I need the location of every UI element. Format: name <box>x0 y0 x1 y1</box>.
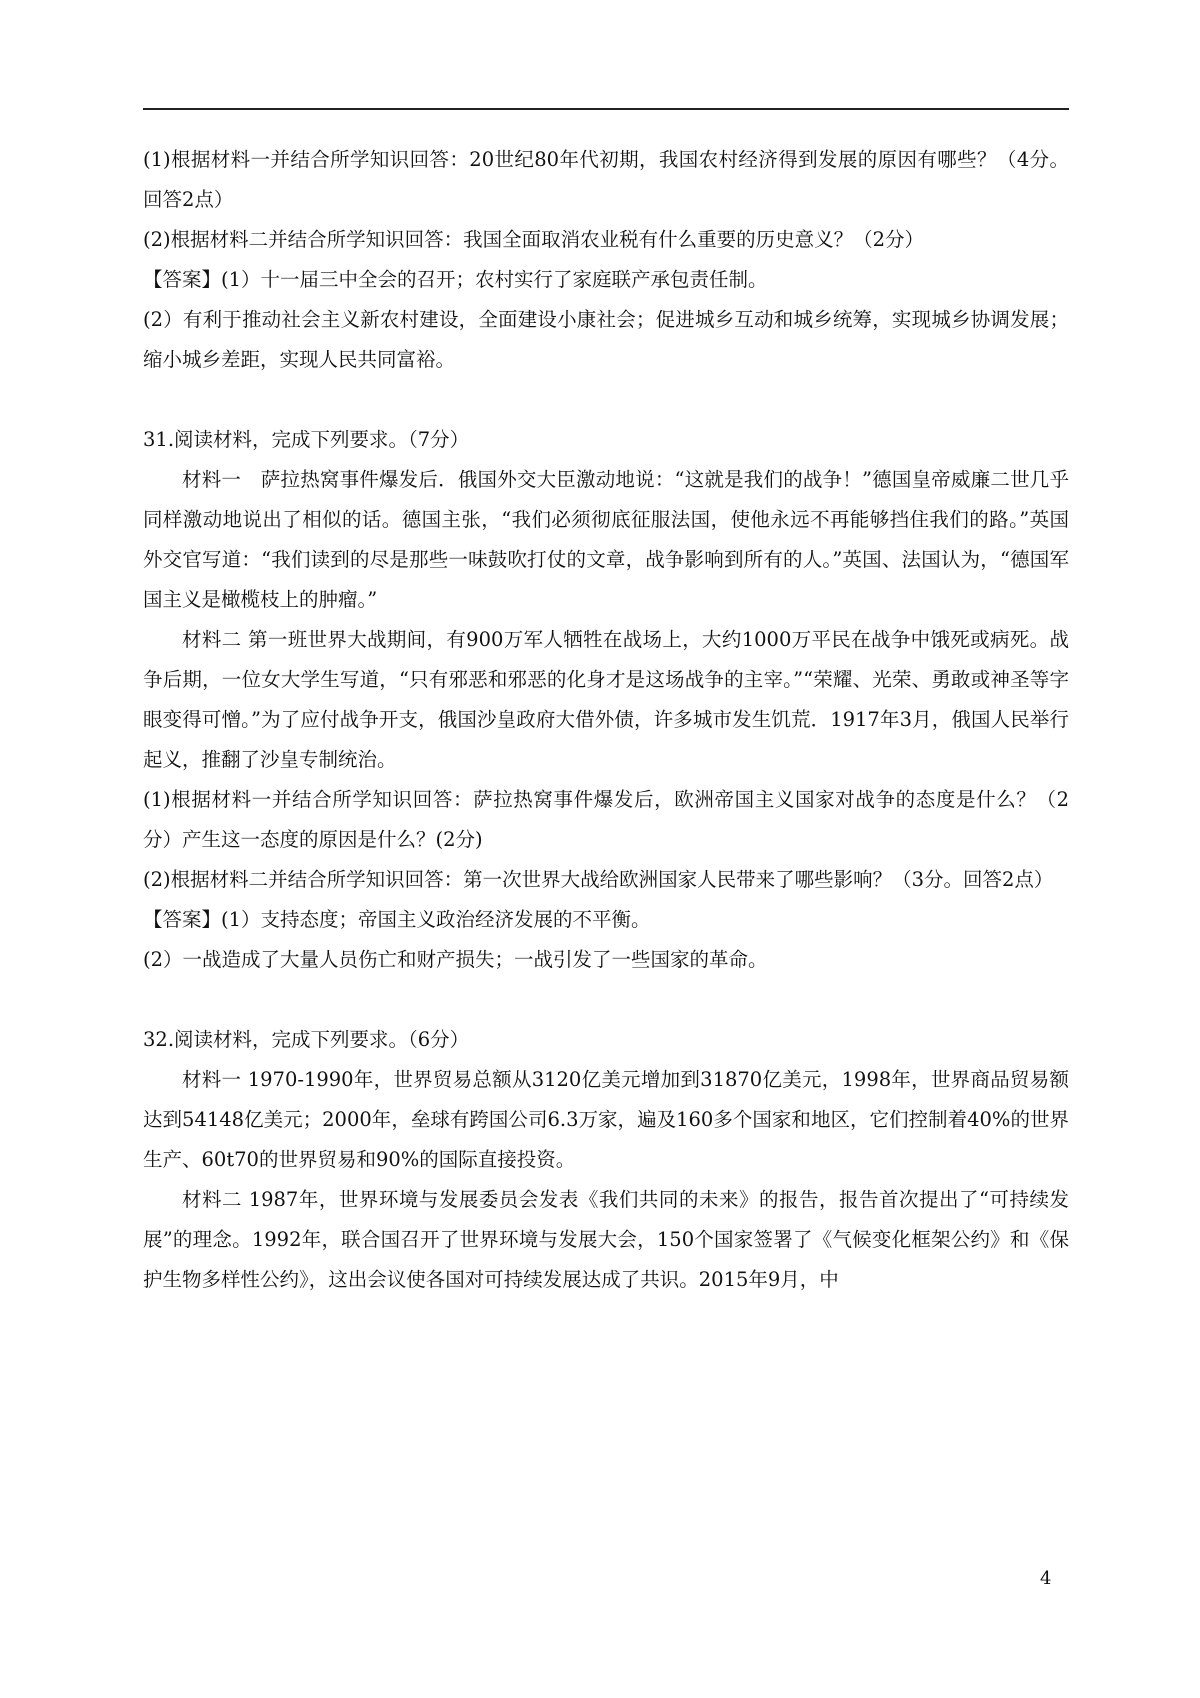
header-rule <box>143 108 1069 110</box>
q32-material2: 材料二 1987年，世界环境与发展委员会发表《我们共同的未来》的报告，报告首次提出了“可持续发展”的理念。1992年，联合国召开了世界环境与发展大会，150个国家签署了《气候变化框架公约》和《保护生物多样性公约》，这出会议使各国对可持续发展达成了共识。2015年9月，中 <box>143 1188 1069 1291</box>
q31-answer1: 【答案】(1）支持态度；帝国主义政治经济发展的不平衡。 <box>143 908 651 931</box>
q31-material1: 材料一 萨拉热窝事件爆发后．俄国外交大臣激动地说：“这就是我们的战争！”德国皇帝威廉二世几乎同样激动地说出了相似的话。德国主张，“我们必须彻底征服法国，使他永远不再能够挡住我们的路。”英国外交官写道：“我们读到的尽是那些一味鼓吹打仗的文章，战争影响到所有的人。”英国、法国认为，“德国军国主义是橄榄枝上的肿瘤。” <box>143 468 1069 611</box>
q31-sub1: (1)根据材料一并结合所学知识回答：萨拉热窝事件爆发后，欧洲帝国主义国家对战争的态度是什么？（2分）产生这一态度的原因是什么？(2分) <box>143 788 1069 851</box>
q31-title: 31.阅读材料，完成下列要求。（7分） <box>143 428 470 451</box>
q31-material2: 材料二 第一班世界大战期间，有900万军人牺牲在战场上，大约1000万平民在战争中饿死或病死。战争后期，一位女大学生写道，“只有邪恶和邪恶的化身才是这场战争的主宰。”“荣耀、光荣、勇敢或神圣等字眼变得可憎。”为了应付战争开支，俄国沙皇政府大借外债，许多城市发生饥荒．1917年3月，俄国人民举行起义，推翻了沙皇专制统治。 <box>143 628 1069 771</box>
page-content <box>143 140 1069 1300</box>
q32-title: 32.阅读材料，完成下列要求。（6分） <box>143 1028 470 1051</box>
q30-sub2: (2)根据材料二并结合所学知识回答：我国全面取消农业税有什么重要的历史意义？（2分） <box>143 228 925 251</box>
spacer <box>143 980 1069 1020</box>
q32-material1: 材料一 1970-1990年，世界贸易总额从3120亿美元增加到31870亿美元，1998年，世界商品贸易额达到54148亿美元；2000年，垒球有跨国公司6.3万家，遍及160多个国家和地区，它们控制着40%的世界生产、60t70的世界贸易和90%的国际直接投资。 <box>143 1068 1069 1171</box>
q31-answer2: (2）一战造成了大量人员伤亡和财产损失；一战引发了一些国家的革命。 <box>143 948 768 971</box>
q30-answer2: (2）有利于推动社会主义新农村建设，全面建设小康社会；促进城乡互动和城乡统筹，实现城乡协调发展；缩小城乡差距，实现人民共同富裕。 <box>143 308 1069 371</box>
q30-answer1: 【答案】(1）十一届三中全会的召开；农村实行了家庭联产承包责任制。 <box>143 268 768 291</box>
spacer <box>143 380 1069 420</box>
page-number: 4 <box>1040 1568 1052 1589</box>
q31-sub2: (2)根据材料二并结合所学知识回答：第一次世界大战给欧洲国家人民带来了哪些影响？（3分。回答2点） <box>143 868 1054 891</box>
q30-sub1: (1)根据材料一并结合所学知识回答：20世纪80年代初期，我国农村经济得到发展的原因有哪些？（4分。回答2点） <box>143 148 1069 211</box>
